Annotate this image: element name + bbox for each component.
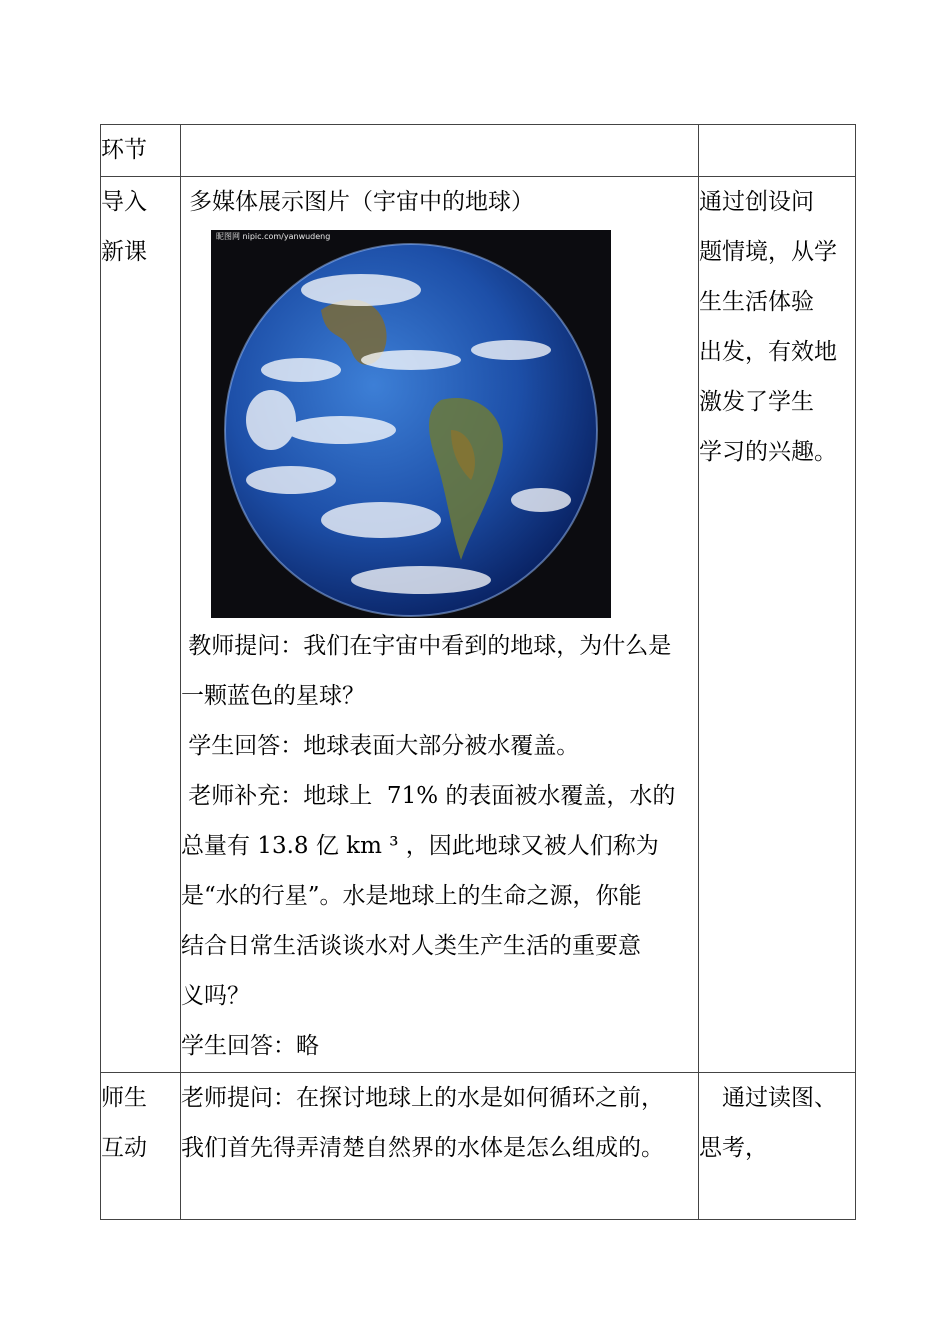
note-line: 激发了学生: [699, 389, 814, 415]
header-notes-cell: [699, 125, 856, 177]
stage-line: 师生: [101, 1085, 147, 1111]
stage-line: 新课: [101, 239, 147, 265]
table-row: [101, 177, 856, 1073]
content-cell-interaction: [181, 1073, 699, 1220]
header-stage-cell: [101, 125, 181, 177]
earth-image: [211, 230, 611, 618]
note-line: 出发，有效地: [699, 339, 837, 365]
notes-cell-interaction: [699, 1073, 856, 1220]
paragraph-line: 总量有 13.8 亿 km ³ ，因此地球又被人们称为: [181, 833, 659, 859]
note-line: 学习的兴趣。: [699, 439, 837, 465]
paragraph-line: 老师补充：地球上 71% 的表面被水覆盖，水的: [181, 783, 676, 809]
paragraph-line: 我们首先得弄清楚自然界的水体是怎么组成的。: [181, 1135, 664, 1161]
header-content-cell: [181, 125, 699, 177]
header-stage-label: 环节: [101, 137, 147, 163]
table-header-row: [101, 125, 856, 177]
notes-cell-intro: [699, 177, 856, 1073]
note-line: 通过创设问: [699, 189, 814, 215]
stage-cell-intro: [101, 177, 181, 1073]
paragraph-line: 学生回答：略: [181, 1033, 319, 1059]
paragraph-line: 学生回答：地球表面大部分被水覆盖。: [181, 733, 580, 759]
paragraph-line: 结合日常生活谈谈水对人类生产生活的重要意: [181, 933, 641, 959]
stage-line: 互动: [101, 1135, 147, 1161]
note-line: 题情境，从学: [699, 239, 837, 265]
earth-globe-icon: [211, 230, 611, 618]
table-row: [101, 1073, 856, 1220]
paragraph-line: 教师提问：我们在宇宙中看到的地球，为什么是: [181, 633, 672, 659]
stage-cell-interaction: [101, 1073, 181, 1220]
lesson-plan-table: [100, 124, 856, 1220]
content-cell-intro: [181, 177, 699, 1073]
note-line: 思考，: [699, 1135, 768, 1161]
image-watermark: 昵图网 nipic.com/yanwudeng: [216, 232, 331, 241]
note-line: 通过读图、: [699, 1085, 837, 1111]
stage-line: 导入: [101, 189, 147, 215]
note-line: 生生活体验: [699, 289, 814, 315]
paragraph-line: 义吗？: [181, 983, 250, 1009]
paragraph-line: 一颗蓝色的星球？: [181, 683, 365, 709]
paragraph-line: 是“水的行星”。水是地球上的生命之源，你能: [181, 883, 642, 909]
intro-text: 多媒体展示图片（宇宙中的地球）: [189, 189, 534, 215]
paragraph-line: 老师提问：在探讨地球上的水是如何循环之前，: [181, 1085, 664, 1111]
